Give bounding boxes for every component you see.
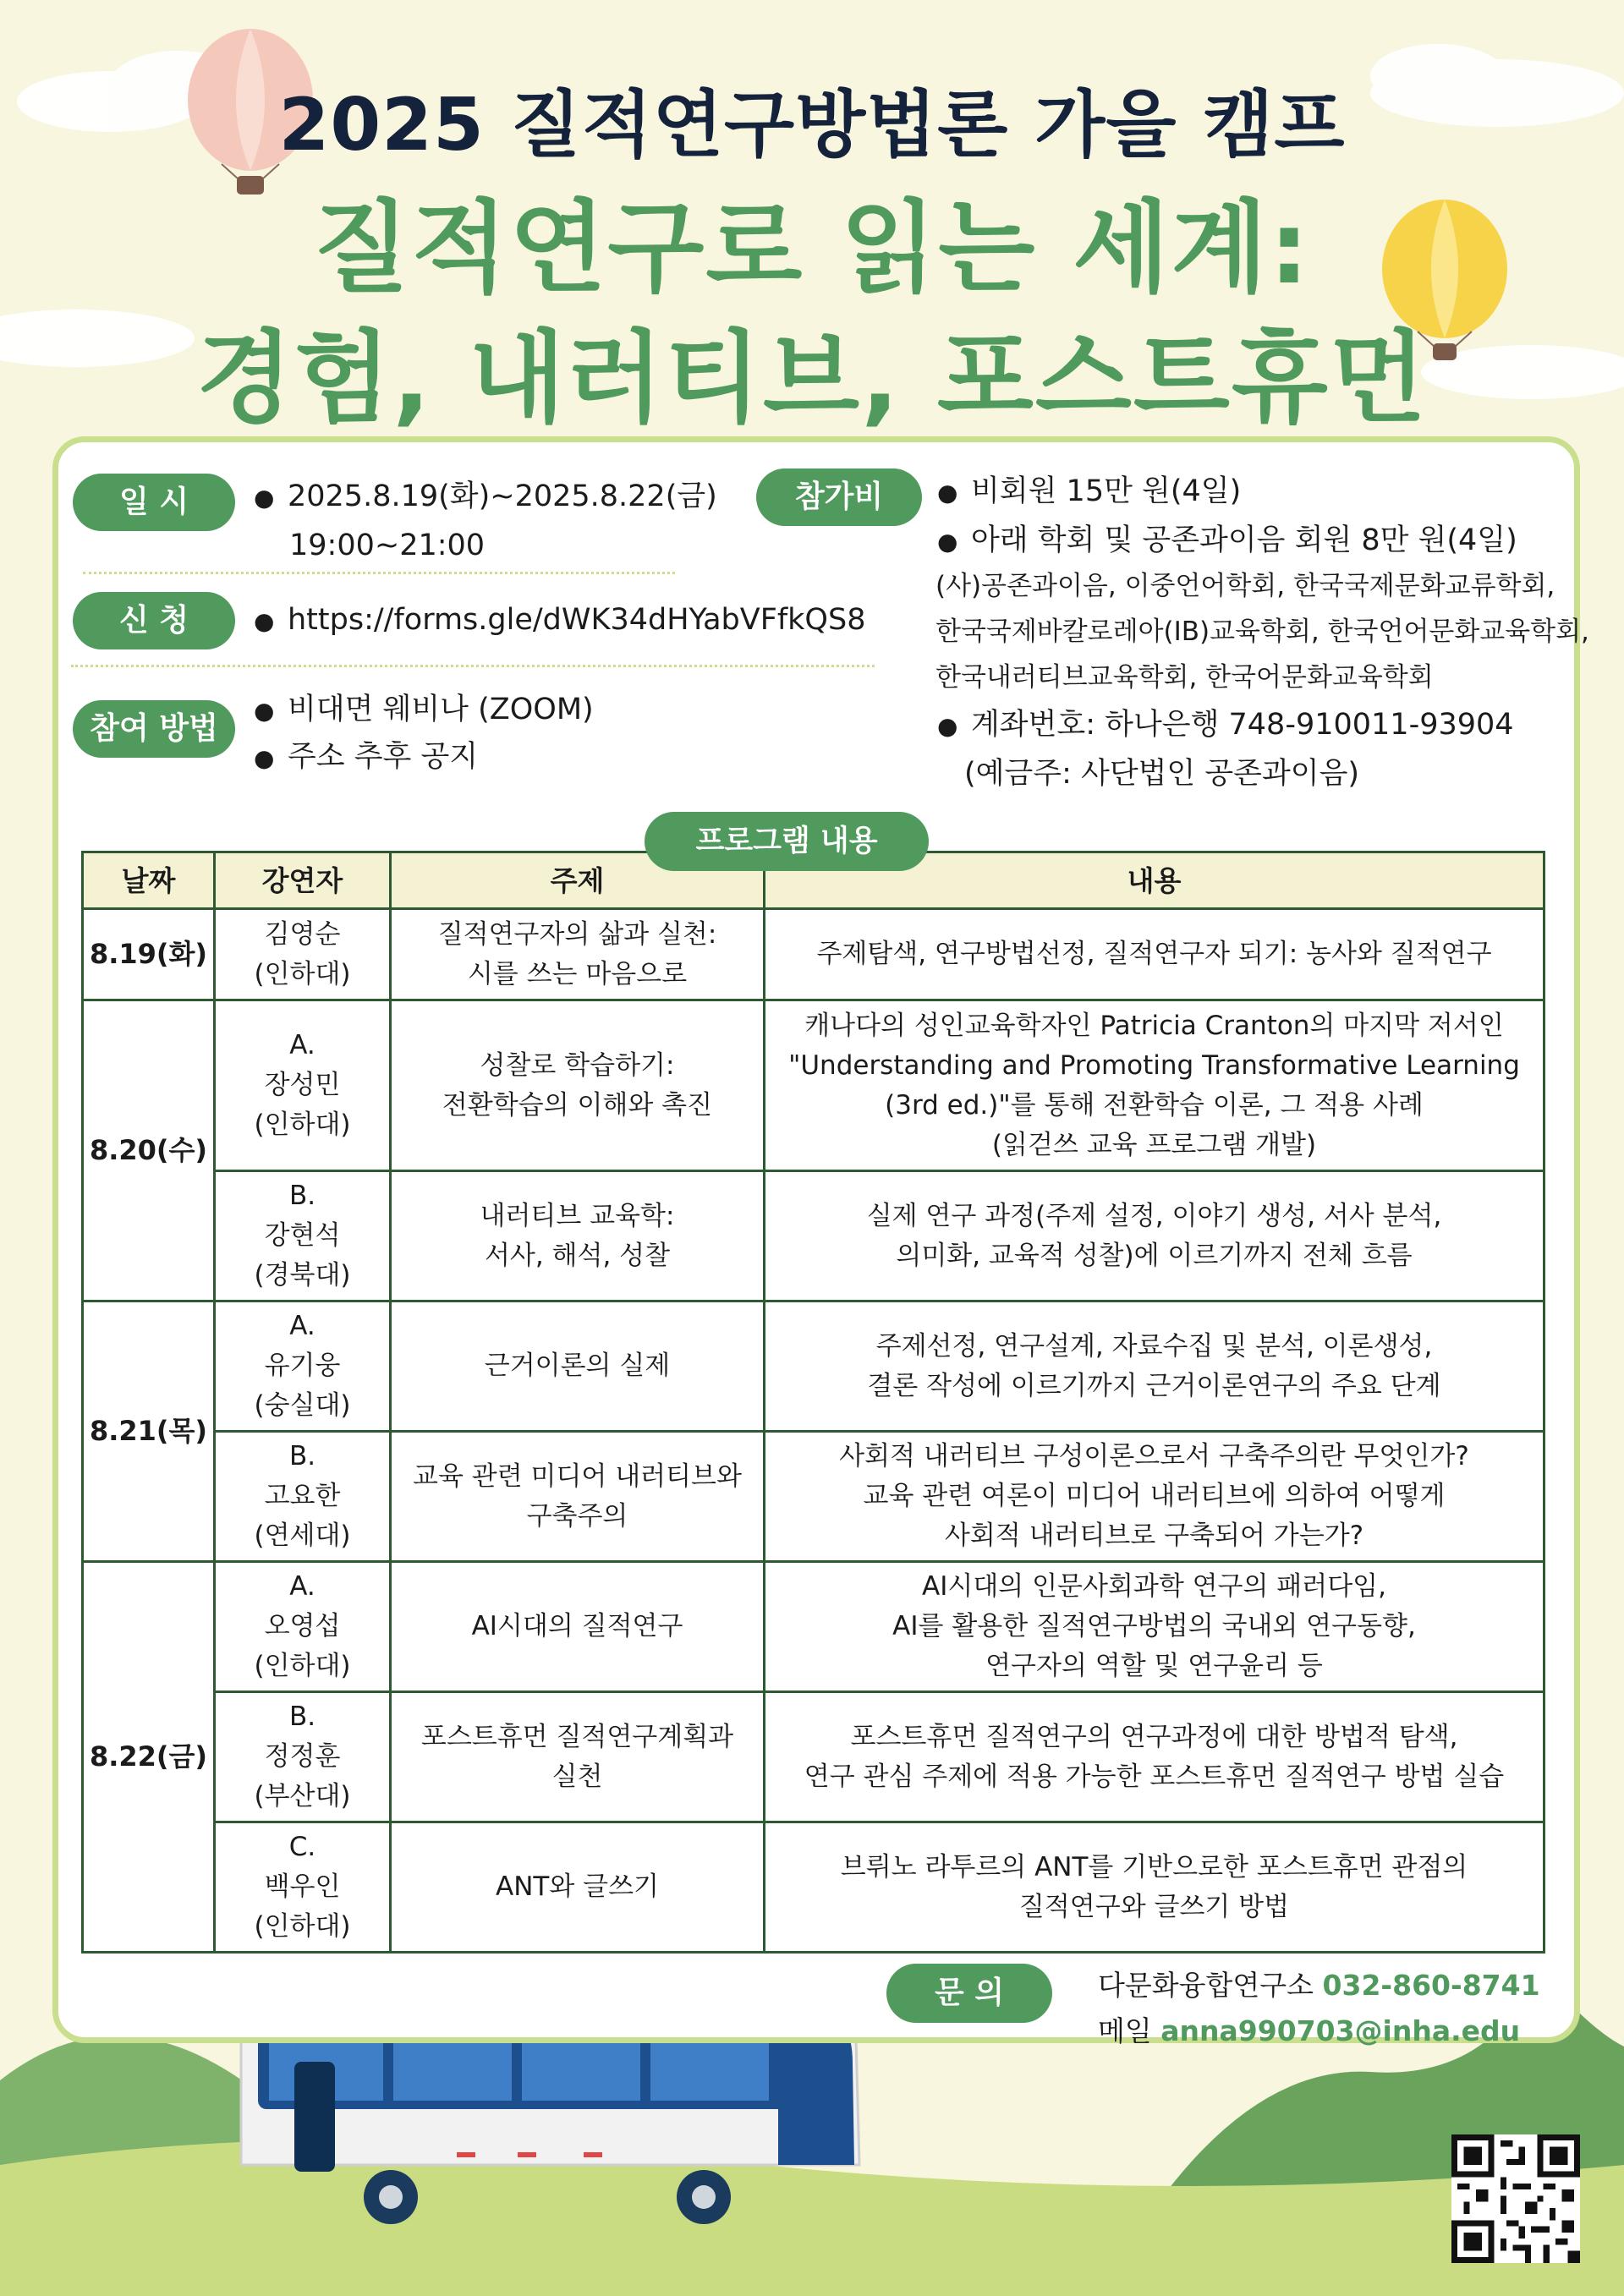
contact-phone[interactable]: 032-860-8741 [1322,1969,1540,2002]
table-row [83,1692,1544,1822]
schedule-time: 19:00~21:00 [289,529,486,562]
content: 캐나다의 성인교육학자인 Patricia Cranton의 마지막 저서인 "Understanding and Promoting Transformative Learning (3rd ed.)"를 통해 전환학습 이론, 그 적용 사례 (읽걷쓰 교육 프로그램 개발) [765,1000,1544,1171]
contact-org: 다문화융합연구소 [1098,1969,1314,2002]
header-topic: 주제 [391,852,765,909]
day-date: 8.21(목) [83,1301,215,1562]
content: 사회적 내러티브 구성이론으로서 구축주의란 무엇인가? 교육 관련 여론이 미디어 내러티브에 의하여 어떻게 사회적 내러티브로 구축되어 가는가? [765,1432,1544,1562]
bullet-icon: ● [254,744,275,772]
content: 포스트휴먼 질적연구의 연구과정에 대한 방법적 탐색, 연구 관심 주제에 적용 가능한 포스트휴먼 질적연구 방법 실습 [765,1692,1544,1822]
schedule-dates: ● 2025.8.19(화)~2025.8.22(금) [254,474,717,521]
contact-email[interactable]: anna990703@inha.edu [1160,2014,1521,2047]
content: 주제선정, 연구설계, 자료수집 및 분석, 이론생성, 결론 작성에 이르기까지 근거이론연구의 주요 단계 [765,1301,1544,1432]
contact-email-label: 메일 [1098,2014,1152,2047]
schedule-label: 일 시 [73,474,235,531]
header-content: 내용 [765,852,1544,909]
fee-member: ● 아래 학회 및 공존과이음 회원 8만 원(4일) [937,518,1517,565]
qr-code[interactable] [1451,2134,1580,2263]
contact-label: 문 의 [886,1964,1052,2023]
content: AI시대의 인문사회과학 연구의 패러다임, AI를 활용한 질적연구방법의 국내외 연구동향, 연구자의 역할 및 연구윤리 등 [765,1562,1544,1692]
account-holder: (예금주: 사단법인 공존과이음) [964,757,1360,791]
account-number: ● 계좌번호: 하나은행 748-910011-93904 [937,702,1514,749]
topic: 질적연구자의 삶과 실천: 시를 쓰는 마음으로 [391,909,765,1000]
day-date: 8.22(금) [83,1562,215,1953]
header-date: 날짜 [83,852,215,909]
main-title-line1: 질적연구로 읽는 세계: [313,189,1311,306]
speaker: A. 오영섭 (인하대) [215,1562,391,1692]
topic: AI시대의 질적연구 [391,1562,765,1692]
table-row [83,1432,1544,1562]
program-label: 프로그램 내용 [645,812,929,871]
table-row [83,1301,1544,1432]
fee-nonmember: ● 비회원 15만 원(4일) [937,469,1241,516]
day-date: 8.19(화) [83,909,215,1000]
table-row [83,1171,1544,1301]
header-speaker: 강연자 [215,852,391,909]
speaker: C. 백우인 (인하대) [215,1822,391,1953]
method-address: ● 주소 추후 공지 [254,734,478,781]
bullet-icon: ● [937,528,958,556]
bullet-icon: ● [254,484,275,512]
speaker: B. 고요한 (연세대) [215,1432,391,1562]
camp-title: 2025 질적연구방법론 가을 캠프 [278,83,1346,167]
topic: ANT와 글쓰기 [391,1822,765,1953]
bullet-icon: ● [254,697,275,725]
speaker: A. 장성민 (인하대) [215,1000,391,1171]
apply-link[interactable]: ● https://forms.gle/dWK34dHYabVFfkQS8 [254,597,865,644]
table-row [83,909,1544,1000]
fee-orgs-line1: (사)공존과이음, 이중언어학회, 한국국제문화교류학회, [935,571,1555,601]
fee-label: 참가비 [756,469,922,526]
table-row [83,1822,1544,1953]
table-row [83,1000,1544,1171]
speaker: B. 정정훈 (부산대) [215,1692,391,1822]
apply-label: 신 청 [73,592,235,649]
contact-phone-line [1098,1964,1540,2003]
content: 브뤼노 라투르의 ANT를 기반으로한 포스트휴먼 관점의 질적연구와 글쓰기 방법 [765,1822,1544,1953]
divider [71,665,875,667]
topic: 교육 관련 미디어 내러티브와 구축주의 [391,1432,765,1562]
topic: 포스트휴먼 질적연구계획과 실천 [391,1692,765,1822]
speaker: A. 유기웅 (숭실대) [215,1301,391,1432]
bullet-icon: ● [254,607,275,635]
speaker: B. 강현석 (경북대) [215,1171,391,1301]
main-title-line2: 경험, 내러티브, 포스트휴먼 [196,320,1428,436]
speaker: 김영순 (인하대) [215,909,391,1000]
topic: 근거이론의 실제 [391,1301,765,1432]
content: 주제탐색, 연구방법선정, 질적연구자 되기: 농사와 질적연구 [765,909,1544,1000]
fee-orgs-line2: 한국국제바칼로레아(IB)교육학회, 한국언어문화교육학회, [935,616,1589,647]
day-date: 8.20(수) [83,1000,215,1301]
method-zoom: ● 비대면 웨비나 (ZOOM) [254,687,594,734]
topic: 내러티브 교육학: 서사, 해석, 성찰 [391,1171,765,1301]
contact-email-line [1098,2009,1520,2049]
divider [83,572,675,574]
bullet-icon: ● [937,712,958,740]
topic: 성찰로 학습하기: 전환학습의 이해와 촉진 [391,1000,765,1171]
fee-orgs-line3: 한국내러티브교육학회, 한국어문화교육학회 [935,662,1434,693]
method-label: 참여 방법 [73,700,235,758]
program-table [81,851,1545,1954]
content: 실제 연구 과정(주제 설정, 이야기 생성, 서사 분석, 의미화, 교육적 성찰)에 이르기까지 전체 흐름 [765,1171,1544,1301]
bullet-icon: ● [937,479,958,507]
table-row [83,1562,1544,1692]
